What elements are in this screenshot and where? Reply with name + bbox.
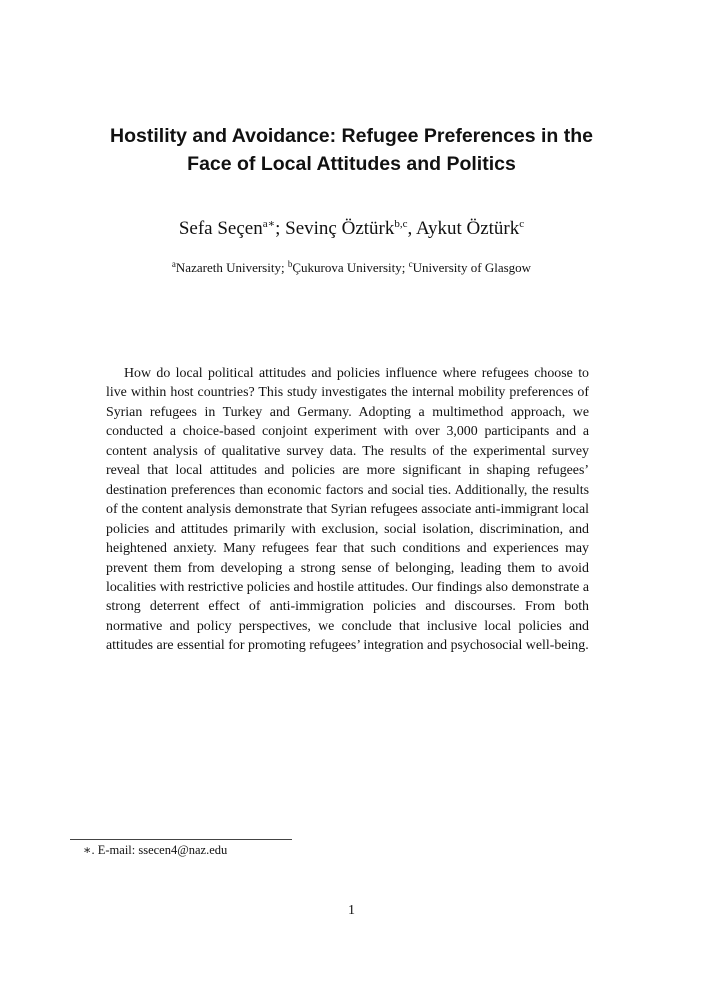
footnote-divider [70, 839, 292, 840]
author-name: Aykut Öztürk [415, 218, 520, 239]
paper-title [60, 122, 643, 178]
affiliation-mark: b [287, 259, 293, 269]
title-line-1: Hostility and Avoidance: Refugee Preferences in the [110, 125, 593, 147]
author-name: Sefa Seçen [178, 218, 263, 239]
affiliation-name: University of Glasgow [412, 260, 532, 275]
author-affiliation-marks: b,c [394, 218, 408, 230]
abstract: How do local political attitudes and policies influence where refugees choose to live within host countries? This study investigates the internal mobility preferences of Syrian refugees in Turkey and Germany. Adopting a multimethod approach, we conducted a choice-based conjoint experiment with over 3,000 participants and a content analysis of qualitative survey data. The results of the experimental survey reveal that local attitudes and policies are more significant in shaping refugees’ destination preferences than economic factors and social ties. Additionally, the results of the content analysis demonstrate that Syrian refugees associate anti-immigrant local policies and attitudes primarily with exclusion, social isolation, discrimination, and heightened anxiety. Many refugees fear that such conditions and experiences may prevent them from developing a strong sense of belonging, leading them to avoid localities with restrictive policies and hostile attitudes. Our findings also demonstrate a strong deterrent effect of anti-immigration policies and discourses. From both normative and policy perspectives, we conclude that inclusive local policies and attitudes are essential for promoting refugees’ integration and psychosocial well-being. [106, 366, 589, 654]
affiliation-name: Çukurova University [292, 260, 402, 275]
author-name: Sevinç Öztürk [285, 218, 395, 239]
author-separator: ; [275, 218, 286, 239]
affiliation-mark: a [171, 259, 176, 269]
footnote-email: ∗. E-mail: ssecen4@naz.edu [83, 843, 228, 857]
author-separator: , [407, 218, 416, 239]
affiliation-mark: c [408, 259, 413, 269]
page-number: 1 [348, 903, 355, 918]
author-affiliation-marks: a∗ [262, 218, 276, 230]
author-list [60, 218, 643, 240]
title-line-2: Face of Local Attitudes and Politics [187, 153, 516, 175]
affiliation-name: Nazareth University [175, 260, 281, 275]
affiliation-separator: ; [280, 260, 288, 275]
affiliation-separator: ; [401, 260, 409, 275]
affiliation-list [60, 260, 643, 276]
author-affiliation-marks: c [519, 218, 525, 230]
